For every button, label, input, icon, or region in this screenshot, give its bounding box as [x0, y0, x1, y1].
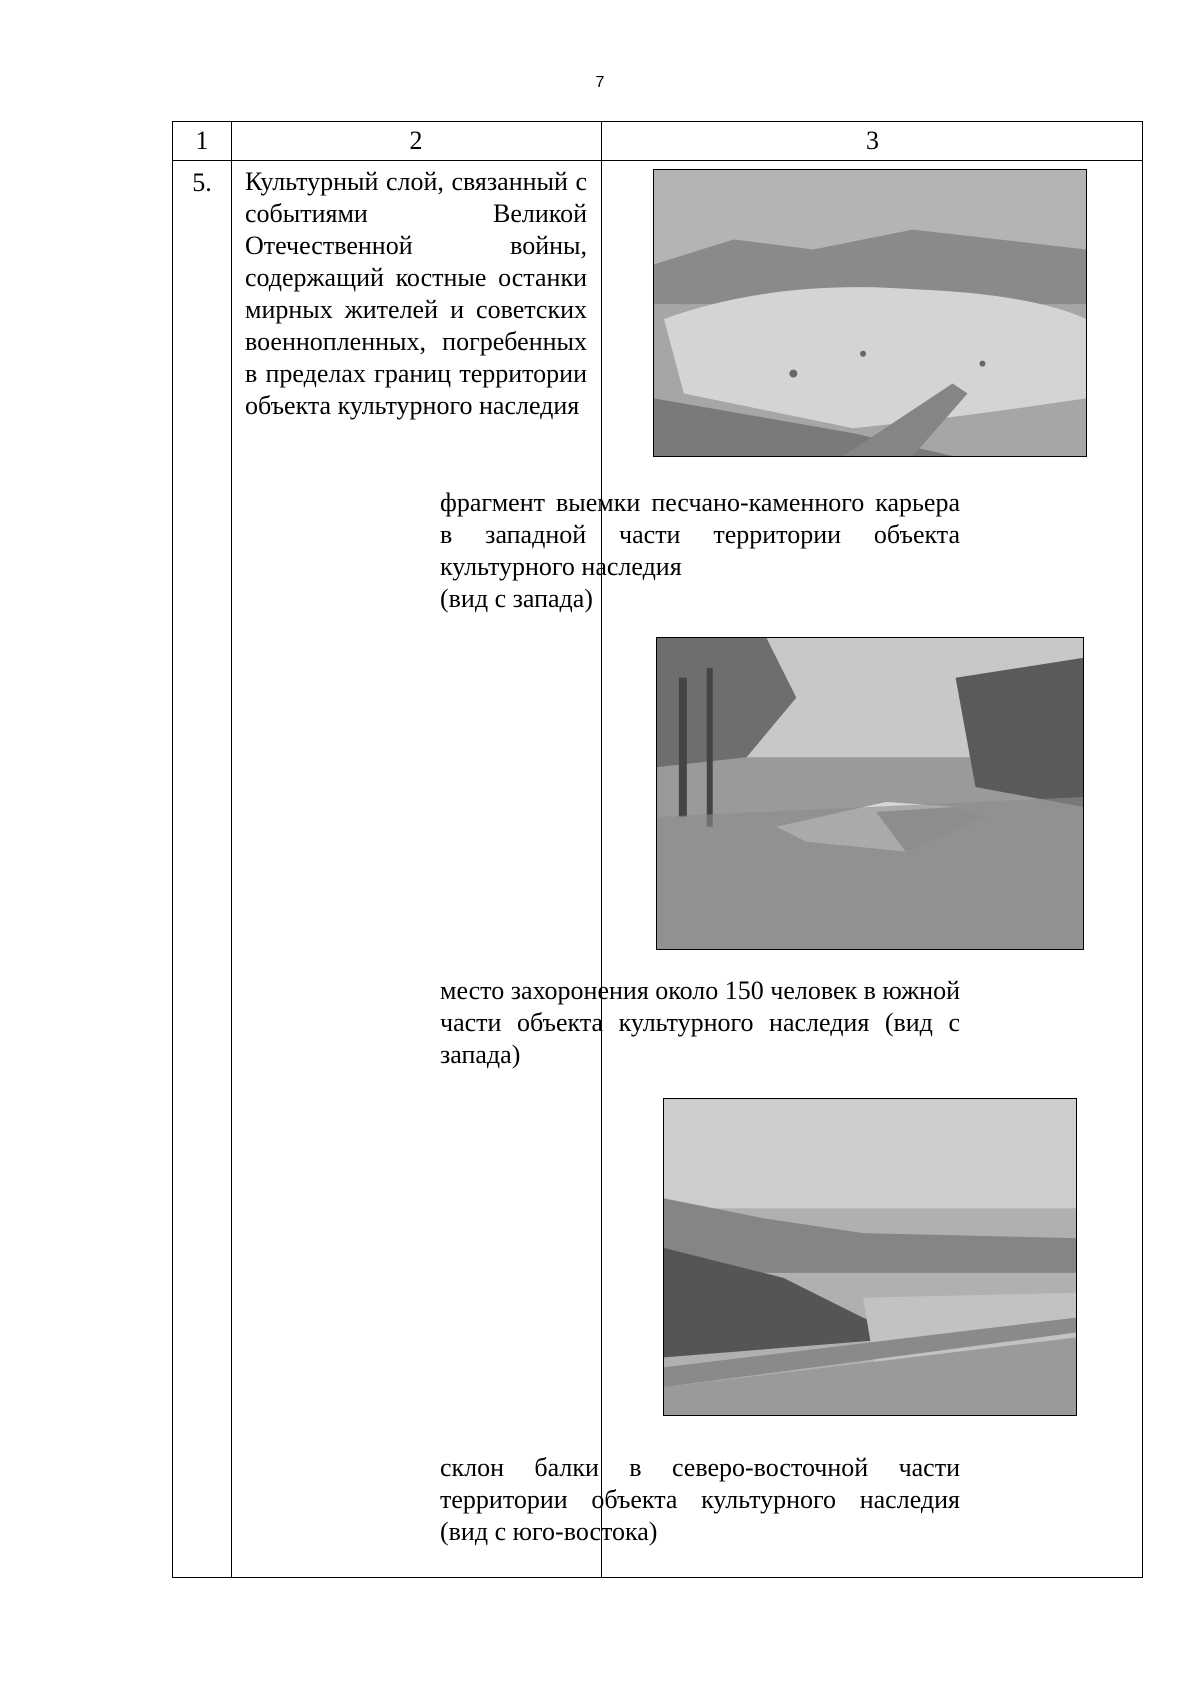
column-header-3: 3: [866, 126, 879, 155]
photo-caption-3: склон балки в северо-восточной части территории объекта культурного наследия (вид с юго-востока): [440, 1453, 960, 1546]
photo-caption-2: место захоронения около 150 человек в южной части объекта культурного наследия (вид с запада): [440, 976, 960, 1069]
column-divider: [231, 122, 232, 1577]
column-divider: [601, 122, 602, 1577]
photo-caption-1: фрагмент выемки песчано-каменного карьера в западной части территории объекта культурного наследия: [440, 488, 960, 581]
column-header-1: 1: [195, 126, 209, 155]
photo-burial-site: [656, 637, 1084, 950]
row-description: Культурный слой, связанный с событиями Великой Отечественной войны, содержащий костные останки мирных жителей и советских военнопленных, погребенных в пределах границ территории объекта культурного наследия: [245, 167, 587, 420]
photo-quarry-excavation: [653, 169, 1087, 457]
page-number: 7: [595, 74, 605, 91]
row-number: 5.: [192, 168, 212, 197]
photo-ravine-slope: [663, 1098, 1077, 1416]
photo-caption-1-view: (вид с запада): [440, 584, 593, 613]
column-header-2: 2: [409, 126, 423, 155]
header-divider: [173, 160, 1142, 161]
